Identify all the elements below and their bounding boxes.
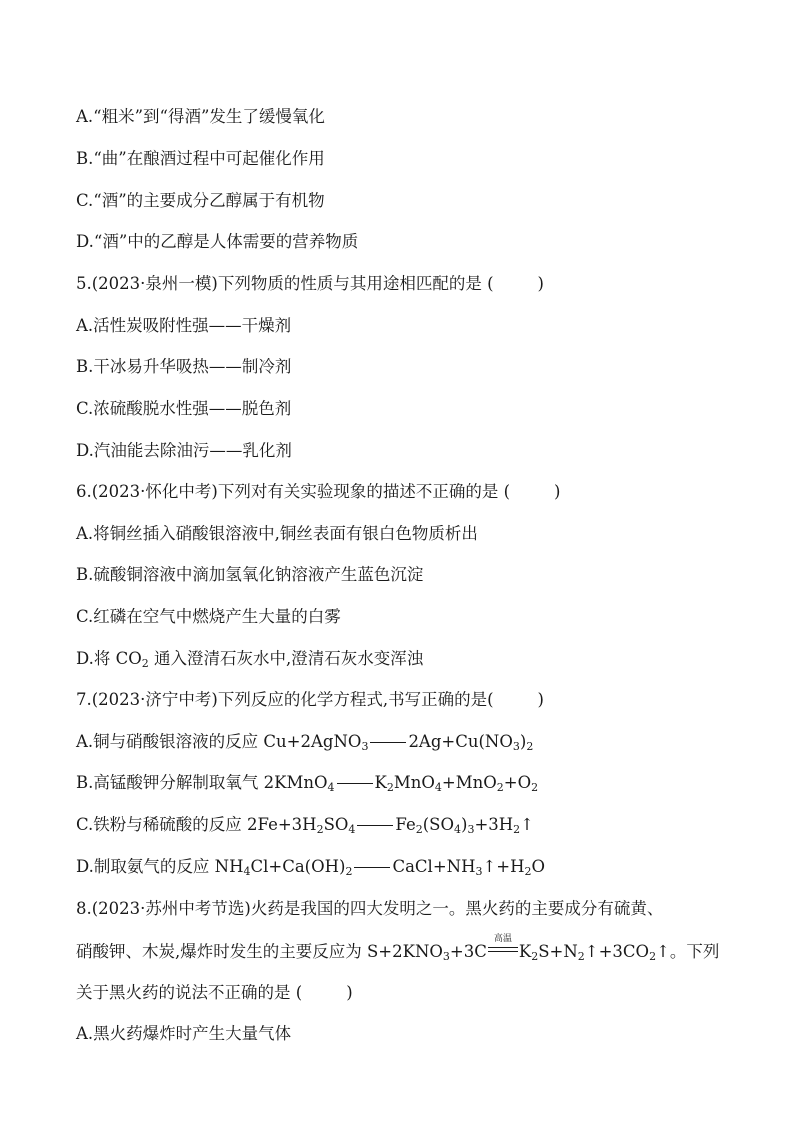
q8-sub: 2 bbox=[649, 950, 657, 963]
q7-c-sub: 4 bbox=[348, 823, 356, 836]
gas-arrow-icon: ↑ bbox=[520, 815, 534, 834]
q7-c-left: 2Fe+3H bbox=[247, 815, 317, 834]
q7-option-b bbox=[76, 772, 754, 799]
q8-line2-text: ↑+3CO bbox=[584, 942, 650, 961]
q8-close-paren: ) bbox=[346, 983, 353, 1002]
q7-c-label: C.铁粉与稀硫酸的反应 bbox=[76, 815, 248, 834]
q7-b-left: 2KMnO bbox=[263, 773, 328, 792]
q6-d-sub: 2 bbox=[141, 657, 149, 670]
q7-b-right: +O bbox=[503, 773, 532, 792]
q6-close-paren: ) bbox=[554, 482, 561, 501]
q7-c-right: Fe bbox=[395, 815, 416, 834]
q7-a-right: ) bbox=[519, 732, 527, 751]
q7-b-right: +MnO bbox=[441, 773, 497, 792]
q7-c-sub: 4 bbox=[454, 823, 461, 836]
q5-option-b: B.干冰易升华吸热——制冷剂 bbox=[76, 357, 292, 376]
q7-c-sub: 3 bbox=[467, 823, 475, 836]
q4-option-a: A.“粗米”到“得酒”发生了缓慢氧化 bbox=[76, 107, 325, 126]
q6-option-c: C.红磷在空气中燃烧产生大量的白雾 bbox=[76, 607, 341, 626]
q8-line2-text: ↑。下列 bbox=[656, 942, 720, 961]
q6-stem-text: 6.(2023·怀化中考)下列对有关实验现象的描述不正确的是 ( bbox=[76, 482, 511, 501]
q5-close-paren: ) bbox=[537, 274, 544, 293]
q7-c-sub: 2 bbox=[316, 823, 324, 836]
reaction-condition-label: 高温 bbox=[493, 933, 512, 944]
q8-sub: 2 bbox=[531, 950, 539, 963]
q7-a-sub: 3 bbox=[512, 740, 520, 753]
q7-c-left: SO bbox=[323, 815, 349, 834]
q4-option-b: B.“曲”在酿酒过程中可起催化作用 bbox=[76, 149, 325, 168]
q5-option-c: C.浓硫酸脱水性强——脱色剂 bbox=[76, 399, 292, 418]
q7-option-d bbox=[76, 856, 754, 883]
q7-a-label: A.铜与硝酸银溶液的反应 bbox=[76, 732, 264, 751]
q6-stem bbox=[76, 481, 754, 503]
q7-d-label: D.制取氨气的反应 bbox=[76, 857, 215, 876]
q8-stem-line-2 bbox=[76, 933, 754, 968]
q7-d-right: CaCl+NH bbox=[392, 857, 476, 876]
q4-option-c: C.“酒”的主要成分乙醇属于有机物 bbox=[76, 191, 325, 210]
q6-option-d bbox=[76, 648, 754, 675]
q7-d-right: ↑+H bbox=[482, 857, 525, 876]
q7-b-sub: 2 bbox=[496, 781, 504, 794]
q6-d-text-1: D.将 CO bbox=[76, 649, 142, 668]
q7-a-sub: 3 bbox=[361, 740, 369, 753]
equation-arrow bbox=[357, 825, 393, 826]
q7-b-sub: 4 bbox=[327, 781, 335, 794]
q7-a-sub: 2 bbox=[526, 740, 534, 753]
q6-option-b: B.硫酸铜溶液中滴加氢氧化钠溶液产生蓝色沉淀 bbox=[76, 565, 424, 584]
q7-c-sub: 2 bbox=[513, 823, 521, 836]
q8-stem-line-3 bbox=[76, 982, 754, 1004]
q7-close-paren: ) bbox=[537, 690, 544, 709]
q7-d-sub: 2 bbox=[524, 865, 532, 878]
q5-option-d: D.汽油能去除油污——乳化剂 bbox=[76, 441, 292, 460]
q8-option-a: A.黑火药爆炸时产生大量气体 bbox=[76, 1024, 292, 1043]
q7-d-sub: 4 bbox=[243, 865, 251, 878]
q7-b-right: MnO bbox=[393, 773, 435, 792]
q7-c-right: (SO bbox=[422, 815, 454, 834]
q7-b-right: K bbox=[374, 773, 387, 792]
q7-d-left: Cl+Ca(OH) bbox=[250, 857, 346, 876]
q7-d-left: NH bbox=[214, 857, 244, 876]
q7-c-sub: 2 bbox=[415, 823, 423, 836]
equation-arrow bbox=[370, 742, 406, 743]
q7-d-sub: 2 bbox=[345, 865, 353, 878]
q8-sub: 2 bbox=[577, 950, 585, 963]
q7-d-right: O bbox=[531, 857, 546, 876]
q8-line2-text: K bbox=[518, 942, 532, 961]
q7-b-sub: 4 bbox=[434, 781, 442, 794]
q7-a-left: Cu+2AgNO bbox=[263, 732, 362, 751]
q7-stem bbox=[76, 689, 754, 711]
q5-stem-text: 5.(2023·泉州一模)下列物质的性质与其用途相匹配的是 ( bbox=[76, 274, 494, 293]
reaction-condition bbox=[487, 933, 519, 964]
q6-option-a: A.将铜丝插入硝酸银溶液中,铜丝表面有银白色物质析出 bbox=[76, 524, 478, 543]
q8-line2-text: +3C bbox=[449, 942, 487, 961]
q7-b-sub: 2 bbox=[531, 781, 539, 794]
q7-option-a bbox=[76, 731, 754, 758]
equation-arrow bbox=[337, 783, 373, 784]
q7-a-right: 2Ag+Cu(NO bbox=[408, 732, 513, 751]
q7-stem-text: 7.(2023·济宁中考)下列反应的化学方程式,书写正确的是( bbox=[76, 690, 494, 709]
q8-stem-line-1: 8.(2023·苏州中考节选)火药是我国的四大发明之一。黑火药的主要成分有硫黄、 bbox=[76, 899, 664, 918]
q7-c-right: +3H bbox=[474, 815, 514, 834]
q8-sub: 3 bbox=[442, 950, 450, 963]
q4-option-d: D.“酒”中的乙醇是人体需要的营养物质 bbox=[76, 232, 359, 251]
q8-line2-text: 硝酸钾、木炭,爆炸时发生的主要反应为 S+2KNO bbox=[76, 942, 443, 961]
q5-stem bbox=[76, 273, 754, 295]
q6-d-text-2: 通入澄清石灰水中,澄清石灰水变浑浊 bbox=[148, 649, 424, 668]
q7-b-sub: 2 bbox=[386, 781, 394, 794]
q7-option-c bbox=[76, 814, 754, 841]
equation-arrow bbox=[354, 867, 390, 868]
q8-line3-text: 关于黑火药的说法不正确的是 ( bbox=[76, 983, 303, 1002]
q5-option-a: A.活性炭吸附性强——干燥剂 bbox=[76, 316, 292, 335]
q7-c-right: ) bbox=[461, 815, 468, 834]
q7-b-label: B.高锰酸钾分解制取氧气 bbox=[76, 773, 264, 792]
q7-d-sub: 3 bbox=[475, 865, 483, 878]
q8-line2-text: S+N bbox=[538, 942, 578, 961]
equals-sign-icon bbox=[488, 947, 518, 952]
